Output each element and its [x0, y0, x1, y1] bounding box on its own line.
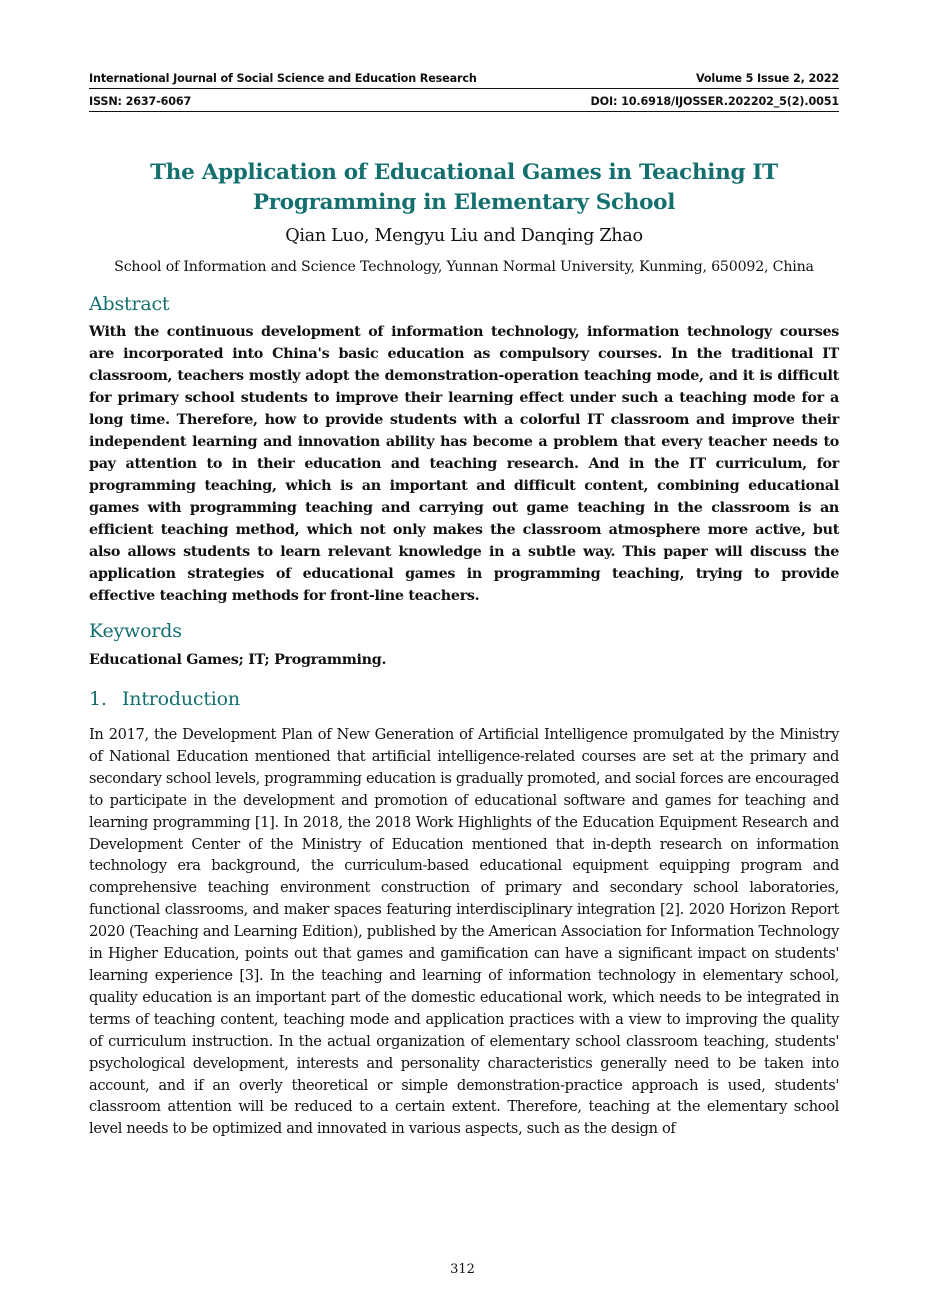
introduction-text: In 2017, the Development Plan of New Generation of Artificial Intelligence promulgated by the Ministry of National Education mentioned that artificial intelligence-related courses are set at the primary and secondary school levels, programming education is gradually promoted, and social forces are encouraged to participate in the development and promotion of educational software and games for teaching and learning programming [1]. In 2018, the 2018 Work Highlights of the Education Equipment Research and Development Center of the Ministry of Education mentioned that in-depth research on information technology era background, the curriculum-based educational equipment equipping program and comprehensive teaching environment construction of primary and secondary school laboratories, functional classrooms, and maker spaces featuring interdisciplinary integration [2]. 2020 Horizon Report 2020 (Teaching and Learning Edition), published by the American Association for Information Technology in Higher Education, points out that games and gamification can have a significant impact on students' learning experience [3]. In the teaching and learning of information technology in elementary school, quality education is an important part of the domestic educational work, which needs to be integrated in terms of teaching content, teaching mode and application practices with a view to improving the quality of curriculum instruction. In the actual organization of elementary school classroom teaching, students' psychological development, interests and personality characteristics generally need to be taken into account, and if an overly theoretical or simple demonstration-practice approach is used, students' classroom attention will be reduced to a certain extent. Therefore, teaching at the elementary school level needs to be optimized and innovated in various aspects, such as the design of	[89, 726, 839, 1138]
journal-name: International Journal of Social Science and Education Research	[89, 72, 477, 85]
section-title: Introduction	[122, 688, 240, 710]
section-number: 1.	[89, 688, 107, 710]
abstract-heading: Abstract	[89, 293, 170, 315]
paper-title	[89, 158, 839, 218]
paper-page	[89, 71, 839, 1140]
affiliation: School of Information and Science Technology, Yunnan Normal University, Kunming, 650092, China	[114, 259, 814, 275]
doi: DOI: 10.6918/IJOSSER.202202_5(2).0051	[590, 95, 839, 108]
authors: Qian Luo, Mengyu Liu and Danqing Zhao	[285, 226, 643, 246]
title-line-1: The Application of Educational Games in Teaching IT	[150, 160, 778, 185]
abstract-text: With the continuous development of information technology, information technology courses are incorporated into China's basic education as compulsory courses. In the traditional IT classroom, teachers mostly adopt the demonstration-operation teaching mode, and it is difficult for primary school students to improve their learning effect under such a teaching mode for a long time. Therefore, how to provide students with a colorful IT classroom and improve their independent learning and innovation ability has become a problem that every teacher needs to pay attention to in their education and teaching research. And in the IT curriculum, for programming teaching, which is an important and difficult content, combining educational games with programming teaching and carrying out game teaching in the classroom is an efficient teaching method, which not only makes the classroom atmosphere more active, but also allows students to learn relevant knowledge in a subtle way. This paper will discuss the application strategies of educational games in programming teaching, trying to provide effective teaching methods for front-line teachers.	[89, 324, 839, 604]
keywords-heading: Keywords	[89, 620, 182, 642]
running-header	[89, 71, 839, 89]
title-line-2: Programming in Elementary School	[252, 190, 676, 215]
introduction-heading	[89, 686, 839, 712]
issn: ISSN: 2637-6067	[89, 95, 192, 108]
page-number: 312	[450, 1262, 475, 1277]
keywords-text: Educational Games; IT; Programming.	[89, 652, 387, 668]
volume-issue: Volume 5 Issue 2, 2022	[695, 72, 839, 85]
running-subheader	[89, 94, 839, 112]
